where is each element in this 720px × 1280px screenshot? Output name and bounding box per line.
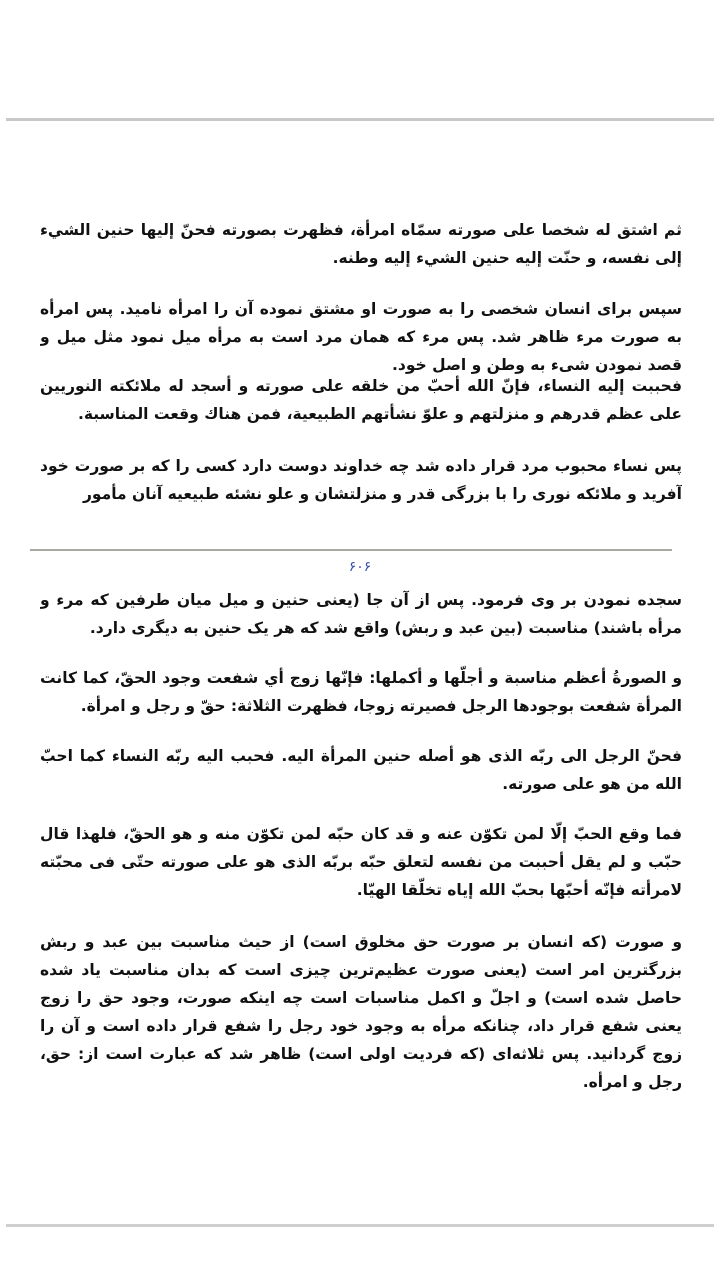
page-divider	[30, 549, 672, 551]
lower-paragraph-5: و صورت (كه انسان بر صورت حق مخلوق است) از حيث مناسبت بين عبد و ربش بزرگترين امر است (يعنى صورت عظيم‌ترين چيزى است كه بدان مناسبت ياد شده حاصل شده است) و اجلّ و اكمل مناسبات است چه اينكه صورت، وجود حق را زوج يعنى شفع قرار داد، چنانكه مرأه به وجود خود رجل را شفع قرار داده است و آن را زوج گردانيد. پس ثلاثه‌اى (كه فرديت اولى است) ظاهر شد كه عبارت است از: حق، رجل و امرأه.	[40, 933, 682, 1091]
lower-paragraph-3: فحنّ الرجل الى ربّه الذى هو أصله حنين المرأة اليه. فحبب اليه ربّه النساء كما احبّ الله من هو على صورته.	[40, 747, 682, 793]
upper-paragraph-4: پس نساء محبوب مرد قرار داده شد چه خداوند دوست دارد کسی را که بر صورت خود آفرید و ملائکه نوری را با بزرگی قدر و منزلتشان و علو نشئه طبیعیه آنان مأمور	[40, 457, 682, 503]
page-number: ۶۰۶	[348, 559, 372, 575]
top-border-line	[6, 118, 714, 121]
lower-paragraph-2: و الصورةُ أعظم مناسبة و أجلّها و أكملها: فإنّها زوج أي شفعت وجود الحقّ، كما كانت المرأة شفعت بوجودها الرجل فصيرته زوجا، فظهرت الثلاثة: حقّ و رجل و امرأة.	[40, 669, 682, 715]
lower-paragraph-4: فما وقع الحبّ إلّا لمن تكوّن عنه و قد كان حبّه لمن تكوّن منه و هو الحقّ، فلهذا قال حبّب و لم يقل أحببت من نفسه لتعلق حبّه بربّه الذى هو على صورته حتّى فى محبّته لامرأته فإنّه أحبّها بحبّ الله إياه تخلّقا الهيّا.	[40, 825, 682, 899]
lower-paragraph-1: سجده نمودن بر وی فرمود. پس از آن جا (یعنی حنین و میل میان طرفین که مرء و مرأه باشند) مناسبت (بین عبد و ربش) واقع شد که هر یک حنین به دیگری دارد.	[40, 591, 682, 637]
bottom-border-line	[6, 1224, 714, 1227]
upper-paragraph-1: ثم اشتق له شخصا على صورته سمّاه امرأة، فظهرت بصورته فحنّ إليها حنين الشيء إلى نفسه، و حنّت إليه حنين الشيء إليه وطنه.	[40, 221, 682, 267]
upper-paragraph-2: سپس برای انسان شخصی را به صورت او مشتق نموده آن را امرأه نامید. پس امرأه به صورت مرء ظاهر شد. پس مرء که همان مرد است به مرأه میل نمود مثل میل و قصد نمودن شیء به وطن و اصل خود.	[40, 300, 682, 374]
upper-paragraph-3: فحببت إليه النساء، فإنّ الله أحبّ من خلقه على صورته و أسجد له ملائكته النوريين على عظم قدرهم و منزلتهم و علوّ نشأتهم الطبيعية، فمن هناك وقعت المناسبة.	[40, 377, 682, 423]
